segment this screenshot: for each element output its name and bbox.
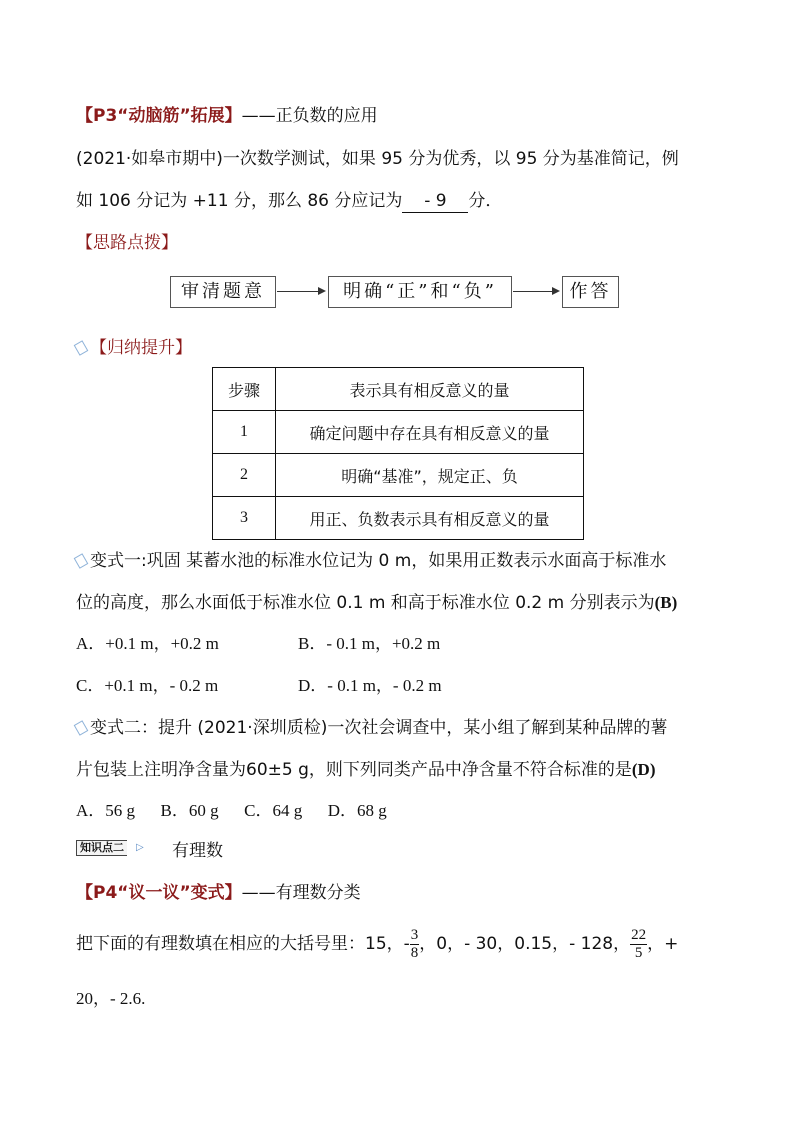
answer-blank: - 9	[402, 190, 468, 213]
knowledge-point-title: 有理数	[172, 841, 223, 861]
table-header-cell: 步骤	[213, 368, 276, 411]
table-header-row	[213, 368, 584, 411]
section-title-tag: 【P4“议一议”变式】	[76, 883, 242, 903]
flow-step-2: 明确“正”和“负”	[328, 276, 512, 308]
section-title-tag: 【P3“动脑筋”拓展】	[76, 106, 242, 126]
section-title-p4	[76, 882, 361, 904]
variant2-line-1	[76, 717, 667, 739]
exercise-text-end: ，+	[647, 934, 679, 954]
variant2-text-2: 片包装上注明净含量为60±5 g，则下列同类产品中净含量不符合标准的是	[76, 760, 632, 780]
section-title-text: ——正负数的应用	[241, 106, 378, 126]
arrow-right-icon: ▷	[136, 842, 144, 853]
table-cell: 用正、负数表示具有相反意义的量	[276, 497, 584, 540]
fraction-denominator: 5	[634, 944, 643, 961]
exercise-text-start: 把下面的有理数填在相应的大括号里：15，-	[76, 934, 410, 954]
exercise-text-mid: ，0，- 30，0.15，- 128，	[419, 934, 631, 954]
flow-step-1: 审清题意	[170, 276, 276, 308]
flow-step-3: 作答	[562, 276, 619, 308]
flow-arrow-2	[513, 291, 558, 292]
problem-line-2-end: 分．	[468, 191, 503, 211]
table-cell: 1	[213, 411, 276, 454]
variant1-option-b: B．- 0.1 m，+0.2 m	[298, 634, 441, 653]
fraction-22-5	[630, 927, 647, 962]
problem-line-2	[76, 190, 502, 213]
variant2-answer: (D)	[631, 760, 656, 779]
variant1-option-d: D．- 0.1 m，- 0.2 m	[298, 676, 442, 695]
exercise-line-1	[76, 922, 678, 966]
variant1-text-2: 位的高度，那么水面低于标准水位 0.1 m 和高于标准水位 0.2 m 分别表示为	[76, 593, 655, 613]
variant1-line-2	[76, 592, 677, 614]
table-cell: 明确“基准”，规定正、负	[276, 454, 584, 497]
table-row	[213, 497, 584, 540]
thinking-flowchart	[170, 276, 630, 310]
section-title-p3	[76, 105, 378, 127]
table-row	[213, 411, 584, 454]
variant1-answer: (B)	[654, 593, 678, 612]
fraction-denominator: 8	[410, 944, 419, 961]
knowledge-point-tag: 知识点二	[76, 840, 127, 856]
summary-heading	[76, 337, 192, 359]
variant1-text-1: 变式一:巩固 某蓄水池的标准水位记为 0 m，如果用正数表示水面高于标准水	[90, 551, 667, 571]
variant2-line-2	[76, 759, 656, 781]
pencil-icon	[74, 553, 89, 568]
variant2-options: A．56 g B．60 g C．64 g D．68 g	[76, 801, 387, 820]
problem-line-1: (2021·如皋市期中)一次数学测试，如果 95 分为优秀，以 95 分为基准简记，例	[76, 149, 679, 169]
problem-line-2-text: 如 106 分记为 +11 分，那么 86 分应记为	[76, 191, 403, 211]
table-row	[213, 454, 584, 497]
exercise-line-2: 20，- 2.6.	[76, 989, 146, 1008]
fraction-numerator: 22	[631, 926, 647, 943]
variant1-line-1	[76, 550, 666, 572]
section-title-text: ——有理数分类	[241, 883, 361, 903]
table-header-cell: 表示具有相反意义的量	[276, 368, 584, 411]
fraction-3-8	[410, 927, 420, 962]
hint-heading: 【思路点拨】	[76, 233, 178, 253]
summary-heading-text: 【归纳提升】	[90, 338, 192, 358]
pencil-icon	[74, 720, 89, 735]
flow-arrow-1	[277, 291, 324, 292]
table-cell: 3	[213, 497, 276, 540]
variant1-option-c: C．+0.1 m，- 0.2 m	[76, 676, 219, 695]
steps-table	[212, 367, 584, 540]
pencil-icon	[74, 340, 89, 355]
variant1-option-a: A．+0.1 m，+0.2 m	[76, 634, 219, 653]
fraction-numerator: 3	[410, 926, 419, 943]
variant2-text-1: 变式二：提升 (2021·深圳质检)一次社会调查中，某小组了解到某种品牌的薯	[90, 718, 668, 738]
table-cell: 2	[213, 454, 276, 497]
table-cell: 确定问题中存在具有相反意义的量	[276, 411, 584, 454]
